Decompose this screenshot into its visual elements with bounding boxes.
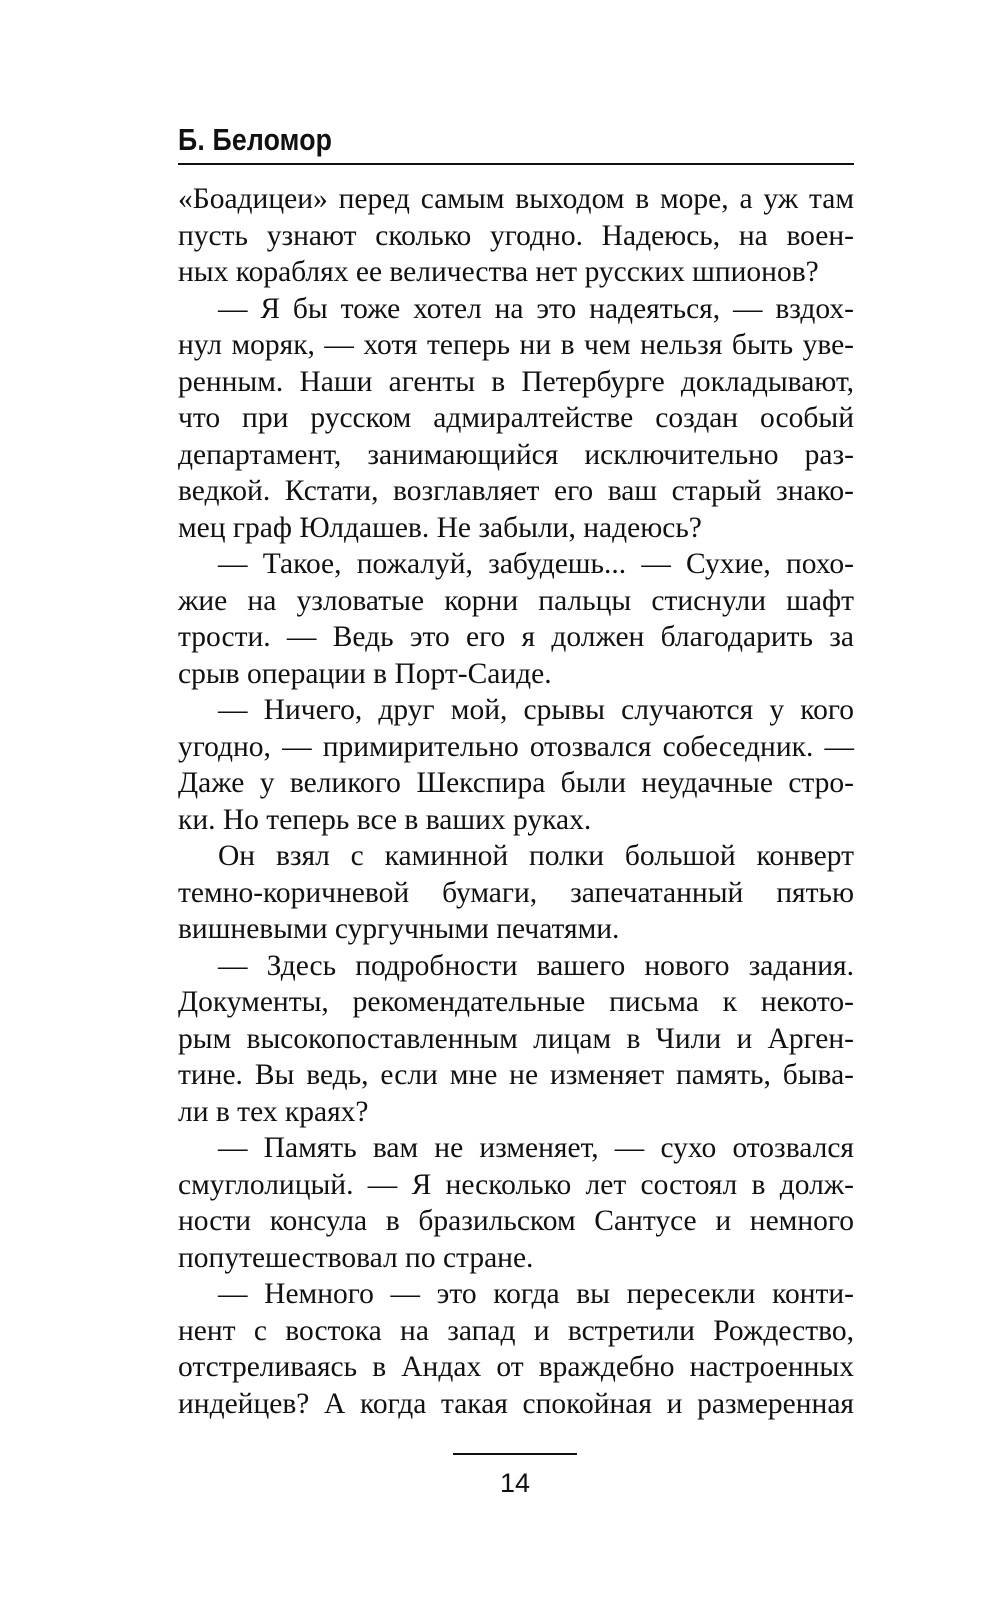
text-line: жие на узловатые корни пальцы стиснули шафт bbox=[178, 584, 854, 617]
text-line: что при русском адмиралтействе создан особый bbox=[178, 402, 854, 434]
page-number: 14 bbox=[499, 1468, 531, 1498]
text-line: — Немного — это когда вы пересекли конти- bbox=[218, 1278, 854, 1310]
body-text bbox=[178, 181, 854, 1422]
header-rule bbox=[178, 163, 854, 165]
text-line: пусть узнают сколько угодно. Надеюсь, на воен- bbox=[178, 219, 854, 252]
text-line: индейцев? А когда такая спокойная и размеренная bbox=[178, 1387, 854, 1420]
text-line: — Память вам не изменяет, — сухо отозвался bbox=[218, 1132, 854, 1164]
text-line: ки. Но теперь все в ваших руках. bbox=[178, 803, 592, 836]
text-line: департамент, занимающийся исключительно раз- bbox=[178, 438, 854, 471]
text-line: Он взял с каминной полки большой конверт bbox=[218, 840, 854, 872]
text-line: ведкой. Кстати, возглавляет его ваш старый знако- bbox=[178, 475, 854, 507]
text-line: срыв операции в Порт-Саиде. bbox=[178, 657, 552, 690]
text-line: попутешествовал по стране. bbox=[178, 1241, 534, 1274]
text-line: — Здесь подробности вашего нового задания. bbox=[218, 949, 854, 982]
text-line: вишневыми сургучными печатями. bbox=[178, 913, 620, 945]
text-line: — Такое, пожалуй, забудешь... — Сухие, похо- bbox=[218, 548, 854, 580]
text-line: ных кораблях ее величества нет русских шпионов? bbox=[178, 256, 819, 288]
text-line: угодно, — примирительно отозвался собеседник. — bbox=[178, 730, 854, 763]
text-line: ности консула в бразильском Сантусе и немного bbox=[178, 1205, 854, 1237]
text-line: мец граф Юлдашев. Не забыли, надеюсь? bbox=[178, 511, 702, 544]
text-line: ренным. Наши агенты в Петербурге докладывают, bbox=[178, 365, 854, 398]
text-line: тине. Вы ведь, если мне не изменяет память, быва- bbox=[178, 1059, 854, 1091]
text-line: рым высокопоставленным лицам в Чили и Арген- bbox=[178, 1022, 854, 1055]
text-line: темно-коричневой бумаги, запечатанный пятью bbox=[178, 876, 854, 909]
text-line: нул моряк, — хотя теперь ни в чем нельзя быть уве- bbox=[178, 329, 854, 361]
text-line: — Ничего, друг мой, срывы случаются у кого bbox=[218, 694, 854, 726]
text-line: ли в тех краях? bbox=[178, 1095, 369, 1128]
text-line: Даже у великого Шекспира были неудачные стро- bbox=[178, 767, 854, 799]
text-line: Документы, рекомендательные письма к некото- bbox=[178, 986, 854, 1018]
text-line: смуглолицый. — Я несколько лет состоял в долж- bbox=[178, 1168, 854, 1201]
running-head-author: Б. Беломор bbox=[178, 122, 333, 157]
text-line: «Боадицеи» перед самым выходом в море, а уж там bbox=[178, 183, 854, 215]
text-line: нент с востока на запад и встретили Рождество, bbox=[178, 1314, 854, 1347]
text-line: — Я бы тоже хотел на это надеяться, — вздох- bbox=[218, 292, 854, 325]
footer-rule bbox=[453, 1453, 577, 1455]
text-line: трости. — Ведь это его я должен благодарить за bbox=[178, 621, 854, 653]
text-line: отстреливаясь в Андах от враждебно настроенных bbox=[178, 1351, 854, 1383]
